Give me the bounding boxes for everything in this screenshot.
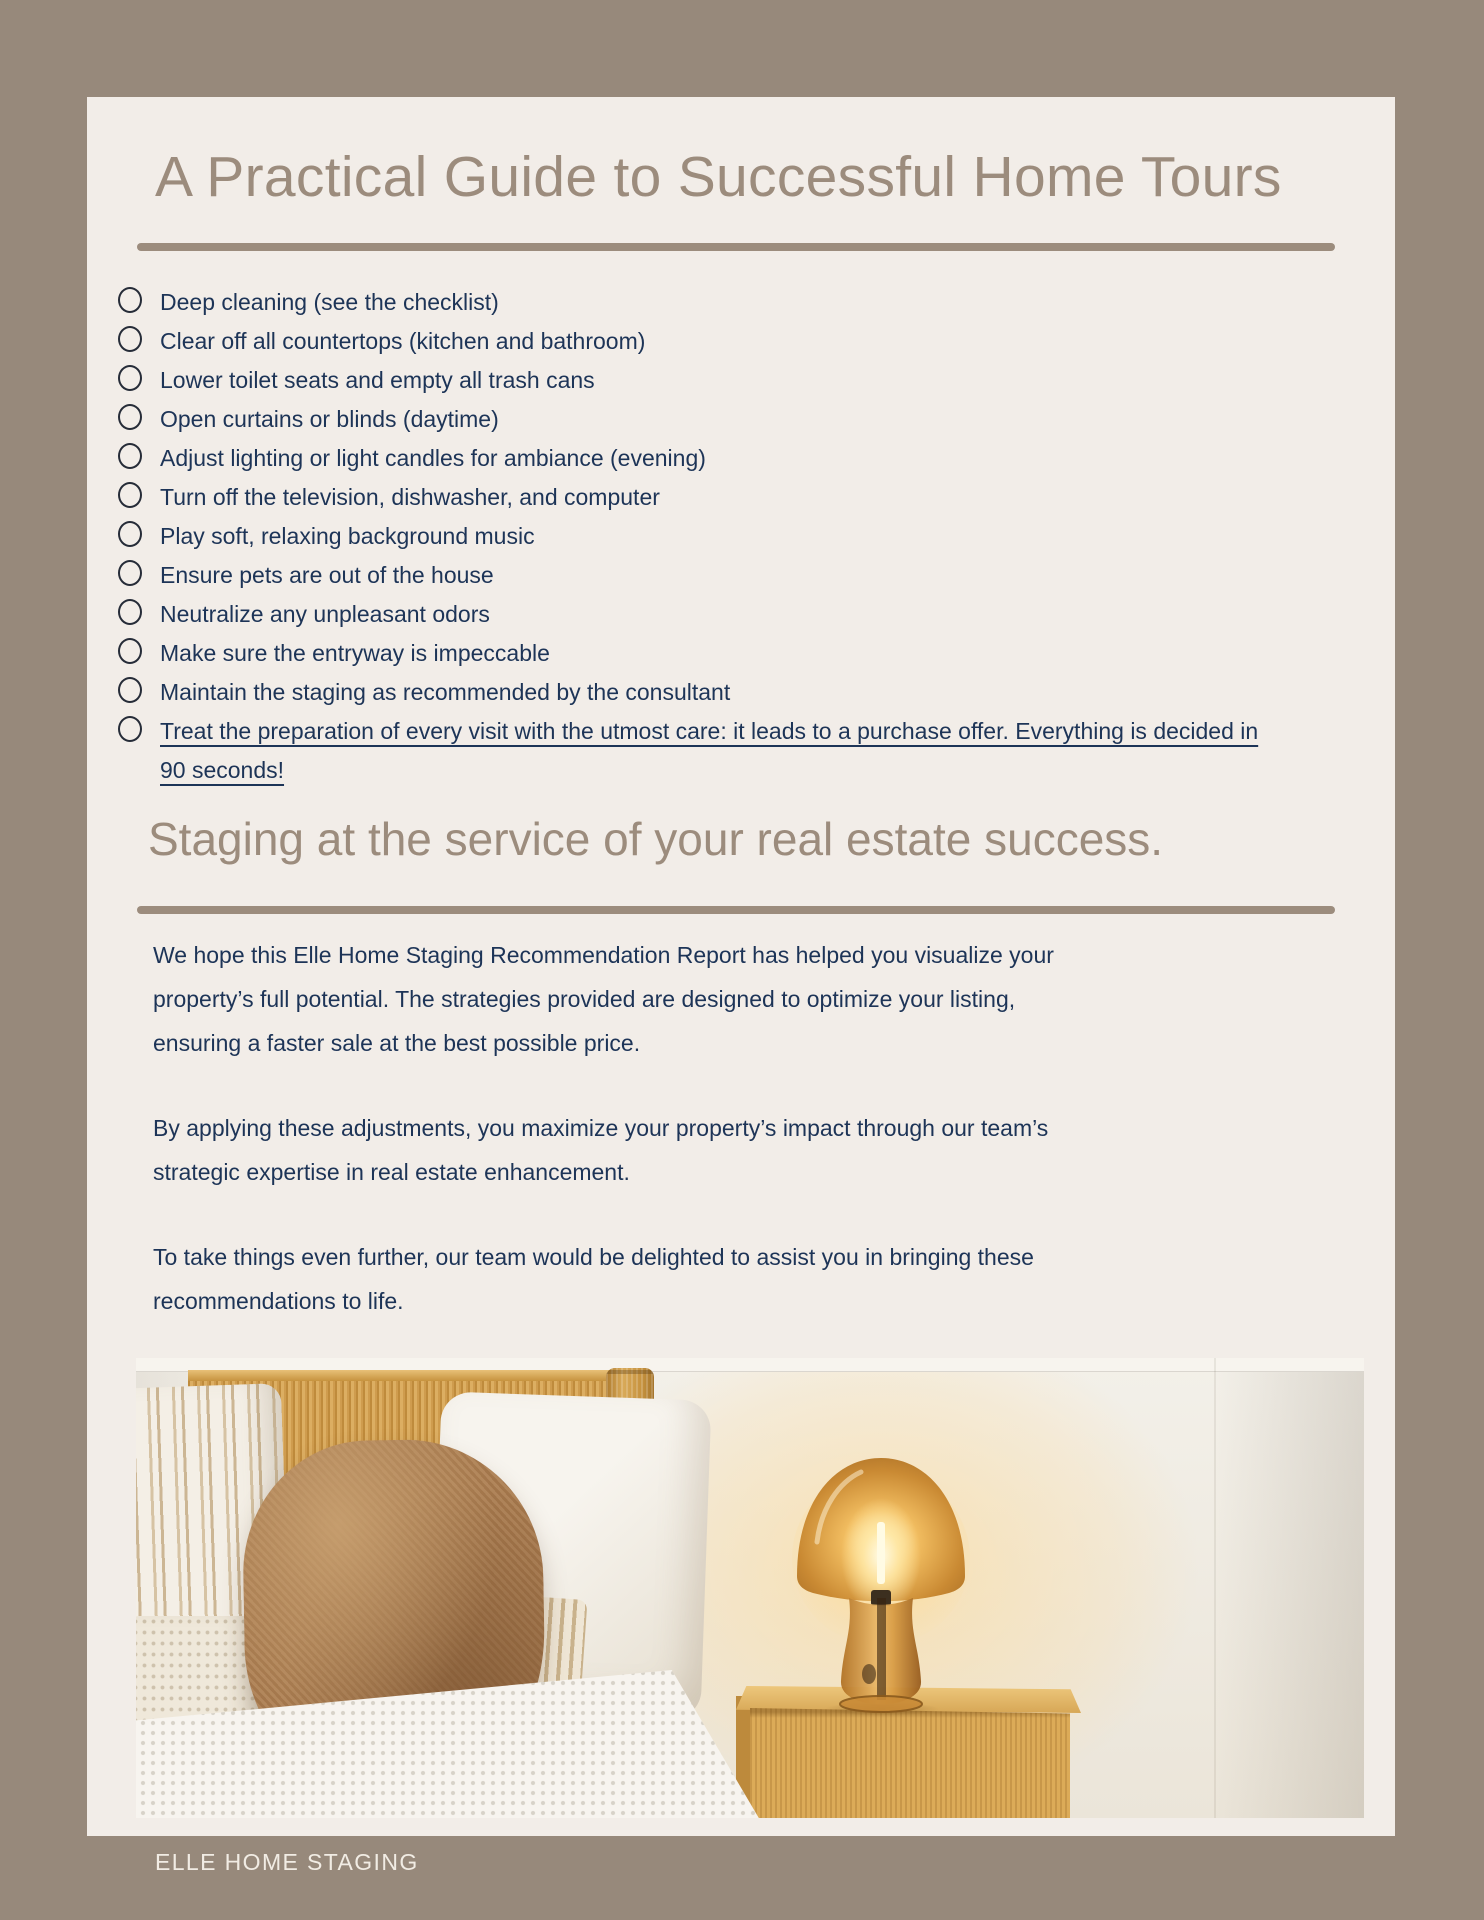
checkbox-circle-icon <box>118 638 142 664</box>
checkbox-circle-icon <box>118 482 142 508</box>
paragraph-offer: To take things even further, our team would be delighted to assist you in bringing these recommendations to life. <box>153 1244 1034 1314</box>
paragraph-impact: By applying these adjustments, you maximize your property’s impact through our team’s strategic expertise in real estate enhancement. <box>153 1115 1049 1185</box>
checklist-item-label: Clear off all countertops (kitchen and bathroom) <box>160 328 646 354</box>
checklist-item <box>118 556 1368 595</box>
checklist-item-label: Ensure pets are out of the house <box>160 562 494 588</box>
checkbox-circle-icon <box>118 443 142 469</box>
section-heading: Staging at the service of your real estate success. <box>148 813 1164 865</box>
checklist-item <box>118 673 1368 712</box>
checkbox-circle-icon <box>118 599 142 625</box>
checkbox-circle-icon <box>118 560 142 586</box>
checklist-item-label: Treat the preparation of every visit with the utmost care: it leads to a purchase offer. Everything is decided in 90 seconds! <box>160 718 1259 783</box>
paragraph-intro: We hope this Elle Home Staging Recommendation Report has helped you visualize your property’s full potential. The strategies provided are designed to optimize your listing, ensuring a faster sale at the best possible price. <box>153 942 1054 1056</box>
checklist-item-label: Turn off the television, dishwasher, and computer <box>160 484 660 510</box>
checklist-item-label: Play soft, relaxing background music <box>160 523 535 549</box>
checklist-item-label: Adjust lighting or light candles for ambiance (evening) <box>160 445 706 471</box>
checkbox-circle-icon <box>118 716 142 742</box>
checklist-item-label: Maintain the staging as recommended by the consultant <box>160 679 731 705</box>
checkbox-circle-icon <box>118 521 142 547</box>
checklist-item-label: Deep cleaning (see the checklist) <box>160 289 499 315</box>
checklist-item <box>118 595 1368 634</box>
checkbox-circle-icon <box>118 365 142 391</box>
divider-section <box>137 906 1335 914</box>
checkbox-circle-icon <box>118 677 142 703</box>
checkbox-circle-icon <box>118 404 142 430</box>
mushroom-lamp <box>791 1446 971 1726</box>
checklist-item <box>118 478 1368 517</box>
checklist-item <box>118 283 1368 322</box>
bedroom-photo <box>136 1358 1364 1818</box>
checklist-item <box>118 361 1368 400</box>
checklist-item <box>118 712 1368 790</box>
checklist-item <box>118 322 1368 361</box>
checklist-item-label: Open curtains or blinds (daytime) <box>160 406 499 432</box>
checklist-item-label: Make sure the entryway is impeccable <box>160 640 550 666</box>
checkbox-circle-icon <box>118 326 142 352</box>
checklist-item <box>118 517 1368 556</box>
footer-brand: ELLE HOME STAGING <box>155 1849 419 1875</box>
page-title: A Practical Guide to Successful Home Tours <box>155 145 1282 209</box>
checklist-item-label: Neutralize any unpleasant odors <box>160 601 490 627</box>
checklist-item-label: Lower toilet seats and empty all trash cans <box>160 367 595 393</box>
checklist-item <box>118 439 1368 478</box>
checkbox-circle-icon <box>118 287 142 313</box>
checklist <box>118 283 1368 790</box>
checklist-item <box>118 634 1368 673</box>
sheet <box>87 97 1395 1836</box>
wall-corner <box>1214 1358 1216 1818</box>
divider-top <box>137 243 1335 251</box>
checklist-item <box>118 400 1368 439</box>
